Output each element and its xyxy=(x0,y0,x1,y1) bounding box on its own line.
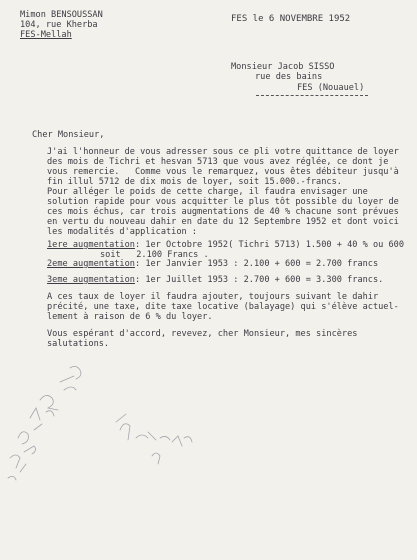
pencil-notes xyxy=(0,360,120,500)
sender-street: 104, rue Kherba xyxy=(20,20,98,30)
paragraph-1-line: vous remercie. Comme vous le remarquez, vous êtes débiteur jusqu'à xyxy=(47,167,399,177)
augmentation-label: 3eme augmentation xyxy=(47,275,135,285)
paragraph-1-line: fin illul 5712 de dix mois de loyer, soit 15.000.-francs. xyxy=(47,177,342,187)
closing-line: salutations. xyxy=(47,339,110,349)
paragraph-3-line: A ces taux de loyer il faudra ajouter, toujours suivant le dahir xyxy=(47,292,379,302)
recipient-city: FES (Nouauel) xyxy=(297,83,365,93)
augmentation-label: 1ere augmentation xyxy=(47,240,135,250)
augmentation-label: 2eme augmentation xyxy=(47,259,135,269)
augmentation-text: : 1er Octobre 1952( Tichri 5713) 1.500 + 40 % ou 600 xyxy=(134,240,405,250)
pencil-scribble xyxy=(112,408,212,478)
paragraph-2-line: Pour alléger le poids de cette charge, il faudra envisager une xyxy=(47,187,368,197)
recipient-name: Monsieur Jacob SISSO xyxy=(231,62,335,72)
paragraph-3-line: précité, une taxe, dite taxe locative (balayage) qui s'élève actuel- xyxy=(47,302,399,312)
salutation: Cher Monsieur, xyxy=(32,130,105,140)
augmentation-text: : 1er Janvier 1953 : 2.100 + 600 = 2.700 francs xyxy=(134,259,379,269)
paragraph-2-line: solution rapide pour vous acquitter le plus tôt possible du loyer de xyxy=(47,197,399,207)
sender-city: FES-Mellah xyxy=(20,30,72,40)
paragraph-3-line: lement à raison de 6 % du loyer. xyxy=(47,312,213,322)
paragraph-2-line: les modalités d'application : xyxy=(47,227,198,237)
paragraph-1-line: J'ai l'honneur de vous adresser sous ce pli votre quittance de loyer xyxy=(47,147,399,157)
augmentation-2 xyxy=(47,260,378,269)
paragraph-1-line: des mois de Tichri et hesvan 5713 que vous avez réglée, ce dont je xyxy=(47,157,389,167)
augmentation-1 xyxy=(47,241,404,250)
recipient-street: rue des bains xyxy=(255,72,323,82)
paragraph-2-line: ces mois échus, car trois augmentations de 40 % chacune sont prévues xyxy=(47,207,399,217)
recipient-underline xyxy=(256,95,368,96)
paragraph-2-line: en vertu du nouveau dahir en date du 12 Septembre 1952 et dont voici xyxy=(47,217,399,227)
augmentation-text: : 1er Juillet 1953 : 2.700 + 600 = 3.300 francs. xyxy=(134,275,384,285)
augmentation-1-continued: soit 2.100 Francs . xyxy=(100,250,209,260)
sender-name: Mimon BENSOUSSAN xyxy=(20,10,103,20)
closing-line: Vous espérant d'accord, revevez, cher Monsieur, mes sincères xyxy=(47,329,358,339)
augmentation-3 xyxy=(47,276,383,285)
letter-date: FES le 6 NOVEMBRE 1952 xyxy=(231,14,351,24)
